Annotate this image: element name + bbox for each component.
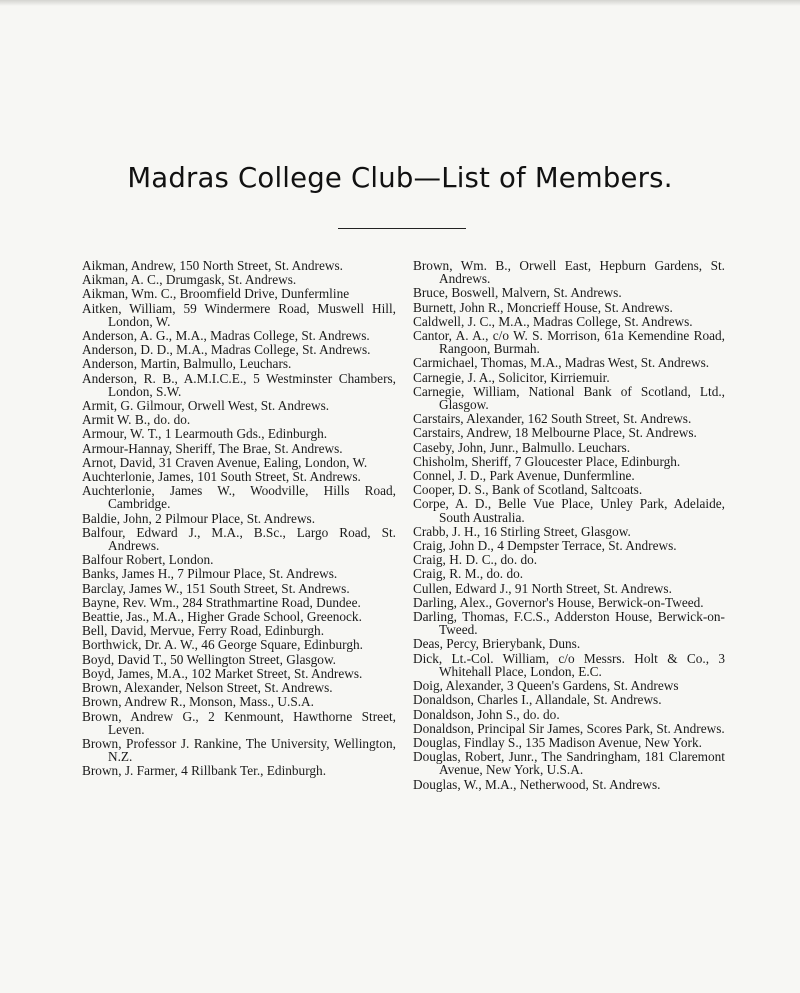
member-entry: Armit, G. Gilmour, Orwell West, St. Andrews. <box>82 398 330 414</box>
member-entry: Caseby, John, Junr., Balmullo. Leuchars. <box>413 439 631 455</box>
members-column-right <box>413 259 725 791</box>
member-entry: Auchterlonie, James W., Woodville, Hills Road, Cambridge. <box>82 483 396 512</box>
member-entry: Banks, James H., 7 Pilmour Place, St. Andrews. <box>82 566 338 582</box>
member-entry: Carnegie, William, National Bank of Scotland, Ltd., Glasgow. <box>413 383 725 413</box>
member-entry: Donaldson, John S., do. do. <box>413 706 560 722</box>
member-entry: Douglas, Robert, Junr., The Sandringham, 181 Claremont Avenue, New York, U.S.A. <box>413 749 725 778</box>
member-entry: Deas, Percy, Brierybank, Duns. <box>413 636 581 652</box>
member-entry: Carstairs, Alexander, 162 South Street, St. Andrews. <box>413 411 692 427</box>
member-entry: Bruce, Boswell, Malvern, St. Andrews. <box>413 285 622 301</box>
member-entry: Donaldson, Charles I., Allandale, St. Andrews. <box>413 692 662 708</box>
member-entry: Crabb, J. H., 16 Stirling Street, Glasgow. <box>413 523 631 539</box>
member-entry: Brown, J. Farmer, 4 Rillbank Ter., Edinburgh. <box>82 763 327 779</box>
member-entry: Brown, Andrew R., Monson, Mass., U.S.A. <box>82 694 314 710</box>
member-entry: Bell, David, Mervue, Ferry Road, Edinburgh. <box>82 623 325 639</box>
member-entry: Anderson, A. G., M.A., Madras College, St. Andrews. <box>82 328 370 344</box>
member-entry: Craig, H. D. C., do. do. <box>413 552 538 568</box>
member-entry: Brown, Andrew G., 2 Kenmount, Hawthorne Street, Leven. <box>82 708 396 737</box>
member-entry: Armour, W. T., 1 Learmouth Gds., Edinburgh. <box>82 426 328 442</box>
member-entry: Aikman, Wm. C., Broomfield Drive, Dunfermline <box>82 286 350 302</box>
member-entry: Carstairs, Andrew, 18 Melbourne Place, St. Andrews. <box>413 425 697 441</box>
member-entry: Boyd, David T., 50 Wellington Street, Glasgow. <box>82 651 337 667</box>
member-entry: Arnot, David, 31 Craven Avenue, Ealing, London, W. <box>82 454 368 470</box>
member-entry: Beattie, Jas., M.A., Higher Grade School, Greenock. <box>82 609 362 625</box>
member-entry: Armit W. B., do. do. <box>82 412 191 428</box>
member-entry: Anderson, R. B., A.M.I.C.E., 5 Westminster Chambers, London, S.W. <box>82 370 396 399</box>
member-entry: Baldie, John, 2 Pilmour Place, St. Andrews. <box>82 510 316 526</box>
member-entry: Aikman, Andrew, 150 North Street, St. Andrews. <box>82 258 343 273</box>
member-entry: Cullen, Edward J., 91 North Street, St. Andrews. <box>413 580 672 596</box>
member-entry: Cooper, D. S., Bank of Scotland, Saltcoats. <box>413 482 643 498</box>
member-entry: Craig, R. M., do. do. <box>413 566 524 582</box>
member-entry: Balfour Robert, London. <box>82 552 214 568</box>
page-title: Madras College Club—List of Members. <box>127 162 673 194</box>
member-entry: Douglas, Findlay S., 135 Madison Avenue, New York. <box>413 734 702 750</box>
member-entry: Brown, Alexander, Nelson Street, St. Andrews. <box>82 680 333 696</box>
member-entry: Chisholm, Sheriff, 7 Gloucester Place, Edinburgh. <box>413 453 681 469</box>
member-entry: Auchterlonie, James, 101 South Street, St. Andrews. <box>82 469 361 485</box>
member-entry: Aikman, A. C., Drumgask, St. Andrews. <box>82 272 297 288</box>
title-rule <box>338 228 466 229</box>
member-entry: Brown, Professor J. Rankine, The University, Wellington, N.Z. <box>82 735 396 765</box>
member-entry: Carnegie, J. A., Solicitor, Kirriemuir. <box>413 369 610 385</box>
member-entry: Donaldson, Principal Sir James, Scores Park, St. Andrews. <box>413 720 725 736</box>
member-entry: Anderson, Martin, Balmullo, Leuchars. <box>82 356 292 372</box>
members-column-left <box>82 259 396 778</box>
member-entry: Borthwick, Dr. A. W., 46 George Square, Edinburgh. <box>82 637 363 653</box>
member-entry: Balfour, Edward J., M.A., B.Sc., Largo Road, St. Andrews. <box>82 524 396 554</box>
member-entry: Armour-Hannay, Sheriff, The Brae, St. Andrews. <box>82 440 343 456</box>
member-entry: Darling, Thomas, F.C.S., Adderston House, Berwick-on-Tweed. <box>413 609 725 638</box>
member-entry: Brown, Wm. B., Orwell East, Hepburn Gardens, St. Andrews. <box>413 258 725 287</box>
member-entry: Connel, J. D., Park Avenue, Dunfermline. <box>413 468 635 484</box>
member-entry: Darling, Alex., Governor's House, Berwick-on-Tweed. <box>413 594 704 610</box>
member-entry: Barclay, James W., 151 South Street, St. Andrews. <box>82 580 350 596</box>
member-entry: Caldwell, J. C., M.A., Madras College, St. Andrews. <box>413 313 693 329</box>
member-entry: Doig, Alexander, 3 Queen's Gardens, St. Andrews <box>413 678 679 694</box>
member-entry: Carmichael, Thomas, M.A., Madras West, St. Andrews. <box>413 355 710 371</box>
member-entry: Aitken, William, 59 Windermere Road, Muswell Hill, London, W. <box>82 300 396 329</box>
member-entry: Corpe, A. D., Belle Vue Place, Unley Park, Adelaide, South Australia. <box>413 496 725 525</box>
member-entry: Dick, Lt.-Col. William, c/o Messrs. Holt & Co., 3 Whitehall Place, London, E.C. <box>413 650 725 679</box>
member-entry: Douglas, W., M.A., Netherwood, St. Andrews. <box>413 776 661 792</box>
member-entry: Cantor, A. A., c/o W. S. Morrison, 61a Kemendine Road, Rangoon, Burmah. <box>413 328 725 357</box>
member-entry: Anderson, D. D., M.A., Madras College, St. Andrews. <box>82 342 371 358</box>
member-entry: Bayne, Rev. Wm., 284 Strathmartine Road, Dundee. <box>82 594 361 610</box>
member-entry: Craig, John D., 4 Dempster Terrace, St. Andrews. <box>413 538 677 554</box>
page-top-edge <box>0 0 800 6</box>
member-entry: Burnett, John R., Moncrieff House, St. Andrews. <box>413 299 673 315</box>
member-entry: Boyd, James, M.A., 102 Market Street, St. Andrews. <box>82 665 363 681</box>
